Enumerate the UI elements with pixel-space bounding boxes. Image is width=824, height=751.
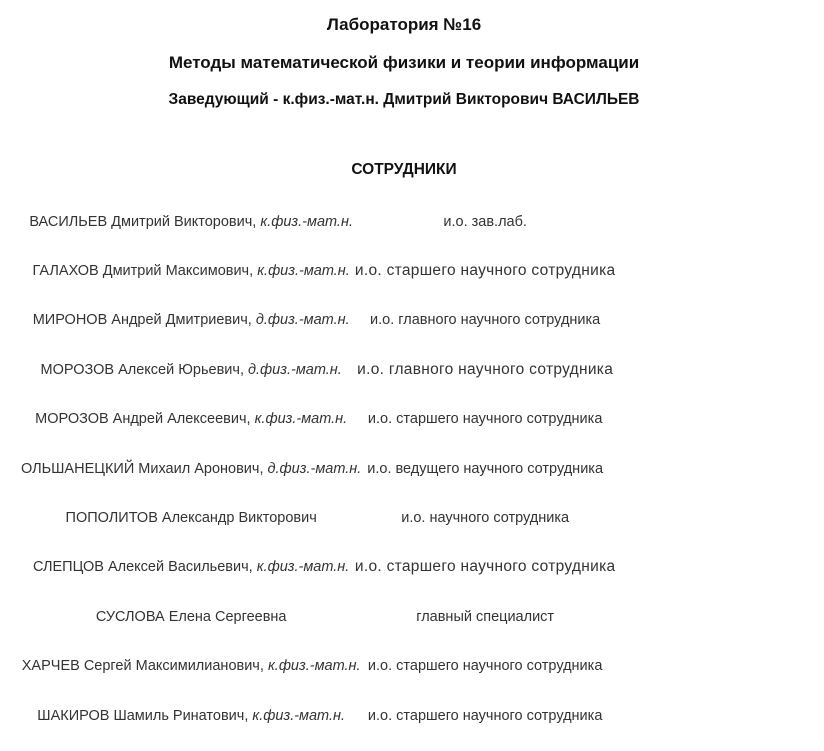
staff-position: и.о. главного научного сотрудника	[357, 360, 614, 378]
staff-name: СУСЛОВА Елена Сергеевна	[95, 608, 287, 625]
staff-position: и.о. старшего научного сотрудника	[367, 411, 603, 428]
staff-row	[0, 197, 824, 246]
name-separator: ,	[259, 460, 268, 477]
staff-position: и.о. старшего научного сотрудника	[367, 707, 603, 724]
staff-row	[0, 395, 824, 444]
staff-position: главный специалист	[416, 608, 555, 625]
staff-name: МИРОНОВ Андрей Дмитриевич	[32, 312, 248, 329]
name-separator: ,	[246, 411, 255, 428]
name-separator: ,	[252, 213, 261, 230]
staff-degree: д.физ.-мат.н.	[255, 312, 350, 329]
staff-degree: к.физ.-мат.н.	[257, 263, 350, 280]
staff-degree: к.физ.-мат.н.	[260, 213, 353, 230]
staff-position: и.о. главного научного сотрудника	[370, 312, 601, 329]
staff-position: и.о. старшего научного сотрудника	[367, 658, 603, 675]
staff-row	[0, 493, 824, 542]
staff-row	[0, 246, 824, 295]
staff-row	[0, 444, 824, 493]
staff-name: ОЛЬШАНЕЦКИЙ Михаил Аронович	[21, 460, 260, 477]
staff-position: и.о. научного сотрудника	[401, 510, 570, 527]
staff-degree: к.физ.-мат.н.	[252, 707, 346, 724]
staff-position: и.о. зав.лаб.	[443, 213, 527, 230]
staff-row	[0, 345, 824, 394]
staff-degree: к.физ.-мат.н.	[267, 658, 361, 675]
staff-name: СЛЕПЦОВ Алексей Васильевич	[32, 559, 249, 576]
staff-name: МОРОЗОВ Алексей Юрьевич	[40, 361, 240, 378]
name-separator: ,	[247, 312, 256, 329]
name-separator: ,	[259, 658, 268, 675]
lab-head: Заведующий - к.физ.-мат.н. Дмитрий Викторович ВАСИЛЬЕВ	[168, 91, 640, 108]
staff-row	[0, 543, 824, 592]
name-separator: ,	[244, 707, 253, 724]
staff-row	[0, 642, 824, 691]
staff-degree: д.физ.-мат.н.	[248, 361, 342, 378]
lab-subtitle: Методы математической физики и теории информации	[168, 53, 640, 72]
staff-name: ШАКИРОВ Шамиль Ринатович	[37, 707, 245, 724]
staff-position: и.о. старшего научного сотрудника	[354, 262, 616, 280]
staff-name: ВАСИЛЬЕВ Дмитрий Викторович	[29, 213, 253, 230]
staff-name: ГАЛАХОВ Дмитрий Максимович	[32, 263, 250, 280]
staff-degree: д.физ.-мат.н.	[267, 460, 362, 477]
staff-table	[0, 197, 824, 740]
staff-degree: к.физ.-мат.н.	[254, 411, 348, 428]
staff-row	[0, 296, 824, 345]
staff-name: ПОПОЛИТОВ Александр Викторович	[65, 510, 317, 527]
staff-name: ХАРЧЕВ Сергей Максимилианович	[21, 658, 260, 675]
page-title: Лаборатория №16	[326, 15, 482, 34]
name-separator: ,	[239, 361, 248, 378]
staff-row	[0, 592, 824, 641]
staff-position: и.о. ведущего научного сотрудника	[367, 460, 604, 477]
staff-position: и.о. старшего научного сотрудника	[354, 558, 616, 576]
staff-degree: к.физ.-мат.н.	[256, 559, 350, 576]
staff-heading: СОТРУДНИКИ	[351, 161, 457, 178]
staff-name: МОРОЗОВ Андрей Алексеевич	[35, 411, 247, 428]
name-separator: ,	[248, 559, 257, 576]
staff-row	[0, 691, 824, 740]
name-separator: ,	[249, 263, 258, 280]
